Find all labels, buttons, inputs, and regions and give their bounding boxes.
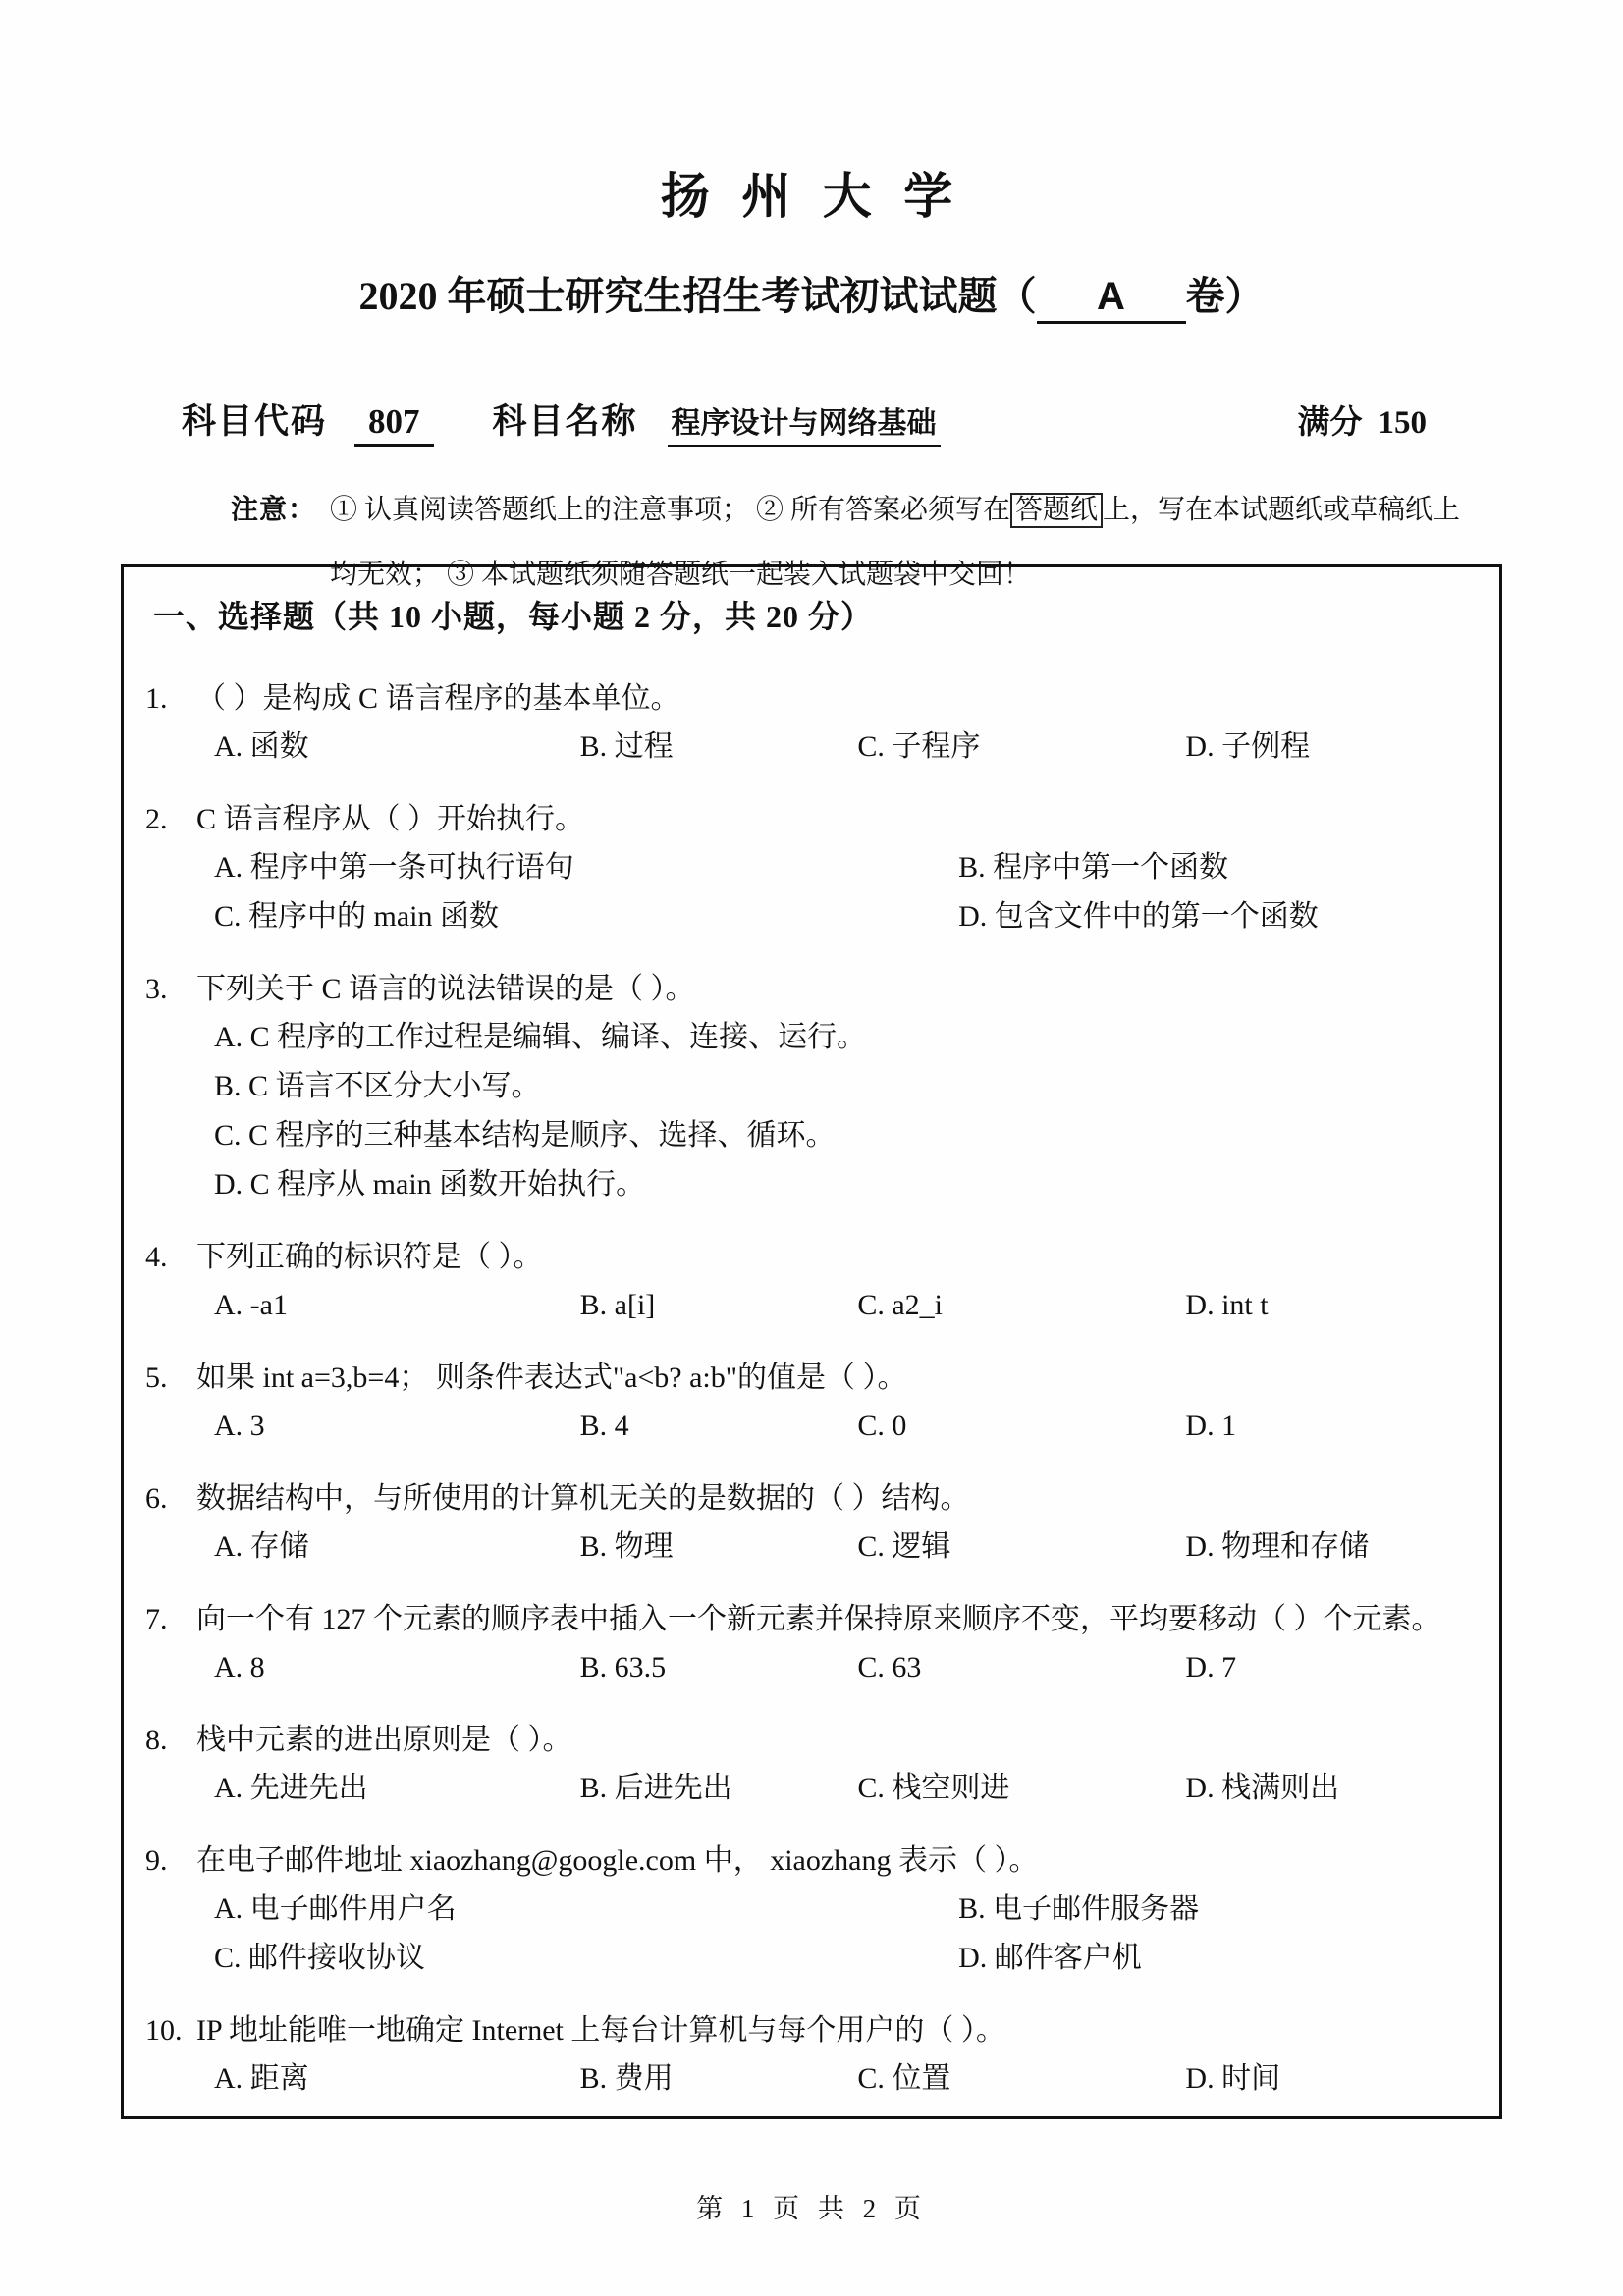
option-a: A. 8	[214, 1650, 265, 1683]
subject-name-value: 程序设计与网络基础	[668, 399, 941, 447]
page-indicator: 第 1 页 共 2 页	[696, 2194, 927, 2223]
option-b: B. 后进先出	[579, 1771, 732, 1804]
question-text: 下列关于 C 语言的说法错误的是（ ）。	[196, 972, 695, 1005]
option-d: D. 7	[1185, 1650, 1237, 1683]
option-d: D. 物理和存储	[1185, 1529, 1370, 1563]
option-b: B. 4	[579, 1409, 629, 1442]
option-c: C. 程序中的 main 函数	[214, 899, 499, 933]
notice-label: 注意：	[231, 495, 317, 525]
question-text: 如果 int a=3,b=4； 则条件表达式"a<b? a:b"的值是（ ）。	[196, 1361, 907, 1394]
question-number: 8.	[145, 1723, 168, 1756]
questions-box	[121, 564, 1502, 2119]
option-a: A. 电子邮件用户名	[214, 1892, 457, 1925]
question-text: IP 地址能唯一地确定 Internet 上每台计算机与每个用户的（ ）。	[196, 2013, 1005, 2047]
question-7-options	[145, 1647, 1476, 1688]
option-a: A. 存储	[214, 1529, 309, 1563]
question-1-options	[145, 726, 1476, 768]
option-d: D. 栈满则出	[1185, 1771, 1340, 1804]
question-number: 2.	[145, 802, 168, 835]
option-a: A. 3	[214, 1409, 265, 1442]
question-4-line	[145, 1237, 1476, 1278]
question-6	[145, 1478, 1476, 1568]
option-a: A. -a1	[214, 1288, 288, 1321]
question-7	[145, 1599, 1476, 1688]
question-6-line	[145, 1478, 1476, 1520]
question-10	[145, 2010, 1476, 2100]
exam-title-suffix: 卷）	[1185, 274, 1265, 318]
option-b: B. 电子邮件服务器	[958, 1892, 1200, 1925]
question-8-line	[145, 1720, 1476, 1761]
option-b: B. 程序中第一个函数	[958, 850, 1229, 883]
option-d: D. 时间	[1185, 2061, 1281, 2095]
option-b: B. 物理	[579, 1529, 674, 1563]
option-c: C. 位置	[857, 2061, 951, 2095]
paper-letter: A	[1037, 275, 1186, 324]
notice-boxed-word: 答题纸	[1010, 493, 1103, 528]
question-number: 6.	[145, 1481, 168, 1515]
question-number: 4.	[145, 1240, 168, 1273]
question-3	[145, 969, 1476, 1205]
university-title: 扬 州 大 学	[660, 169, 963, 224]
option-d: D. C 程序从 main 函数开始执行。	[214, 1167, 646, 1201]
subject-name-label: 科目名称	[492, 402, 638, 441]
option-c: C. 0	[857, 1409, 907, 1442]
question-5	[145, 1358, 1476, 1447]
subject-code-value: 807	[354, 402, 434, 447]
question-4-options	[145, 1285, 1476, 1326]
option-b: B. C 语言不区分大小写。	[214, 1069, 541, 1102]
subject-row	[0, 395, 1623, 447]
question-2-options	[145, 847, 1476, 937]
question-1-line	[145, 678, 1476, 720]
option-b: B. 63.5	[579, 1650, 667, 1683]
option-a: A. C 程序的工作过程是编辑、编译、连接、运行。	[214, 1020, 867, 1053]
question-number: 10.	[145, 2013, 183, 2047]
question-1	[145, 678, 1476, 768]
option-c: C. 邮件接收协议	[214, 1941, 426, 1974]
question-2	[145, 799, 1476, 937]
option-a: A. 程序中第一条可执行语句	[214, 850, 574, 883]
question-text: 栈中元素的进出原则是（ ）。	[196, 1723, 572, 1756]
question-number: 3.	[145, 972, 168, 1005]
option-c: C. C 程序的三种基本结构是顺序、选择、循环。	[214, 1118, 836, 1151]
question-5-line	[145, 1358, 1476, 1399]
option-c: C. 逻辑	[857, 1529, 951, 1563]
question-3-options	[145, 1017, 1476, 1205]
notice-part1: ① 认真阅读答题纸上的注意事项； ② 所有答案必须写在	[330, 495, 1011, 525]
question-7-line	[145, 1599, 1476, 1640]
option-b: B. a[i]	[579, 1288, 656, 1321]
question-number: 9.	[145, 1843, 168, 1877]
option-a: A. 先进先出	[214, 1771, 368, 1804]
option-b: B. 过程	[579, 729, 674, 763]
question-5-options	[145, 1406, 1476, 1447]
question-8	[145, 1720, 1476, 1809]
subject-code-label: 科目代码	[182, 402, 328, 441]
question-4	[145, 1237, 1476, 1326]
question-10-options	[145, 2058, 1476, 2100]
question-9-line	[145, 1841, 1476, 1882]
option-d: D. int t	[1185, 1288, 1269, 1321]
full-score	[1298, 397, 1428, 443]
full-score-value: 150	[1378, 405, 1427, 441]
question-3-line	[145, 969, 1476, 1010]
question-text: 向一个有 127 个元素的顺序表中插入一个新元素并保持原来顺序不变，平均要移动（ ）个元素。	[196, 1602, 1441, 1635]
option-b: B. 费用	[579, 2061, 674, 2095]
option-d: D. 邮件客户机	[958, 1941, 1142, 1974]
question-8-options	[145, 1768, 1476, 1809]
question-text: C 语言程序从（ ）开始执行。	[196, 802, 585, 835]
option-c: C. 栈空则进	[857, 1771, 1010, 1804]
exam-title	[0, 265, 1623, 324]
option-d: D. 包含文件中的第一个函数	[958, 899, 1319, 933]
question-2-line	[145, 799, 1476, 840]
question-text: 在电子邮件地址 xiaozhang@google.com 中， xiaozhang 表示（ ）。	[196, 1843, 1039, 1877]
question-6-options	[145, 1526, 1476, 1568]
exam-title-prefix: 2020 年硕士研究生招生考试初试试题（	[358, 274, 1037, 318]
question-9	[145, 1841, 1476, 1979]
question-number: 7.	[145, 1602, 168, 1635]
question-10-line	[145, 2010, 1476, 2052]
question-text: 下列正确的标识符是（ ）。	[196, 1240, 543, 1273]
full-score-label: 满分	[1297, 405, 1363, 441]
option-a: A. 距离	[214, 2061, 309, 2095]
notice-part2: 上，写在本试题纸或草稿纸上	[1103, 495, 1461, 525]
option-d: D. 1	[1185, 1409, 1237, 1442]
question-number: 5.	[145, 1361, 168, 1394]
option-c: C. 子程序	[857, 729, 981, 763]
question-text: （ ）是构成 C 语言程序的基本单位。	[196, 681, 680, 715]
option-a: A. 函数	[214, 729, 309, 763]
option-d: D. 子例程	[1185, 729, 1311, 763]
option-c: C. 63	[857, 1650, 922, 1683]
question-9-options	[145, 1889, 1476, 1979]
notice-line2: 均无效； ③ 本试题纸须随答题纸一起装入试题袋中交回！	[330, 559, 1032, 590]
question-text: 数据结构中，与所使用的计算机无关的是数据的（ ）结构。	[196, 1481, 970, 1515]
option-c: C. a2_i	[857, 1288, 943, 1321]
question-number: 1.	[145, 681, 168, 715]
section-title: 一、选择题（共 10 小题，每小题 2 分，共 20 分）	[153, 599, 874, 634]
